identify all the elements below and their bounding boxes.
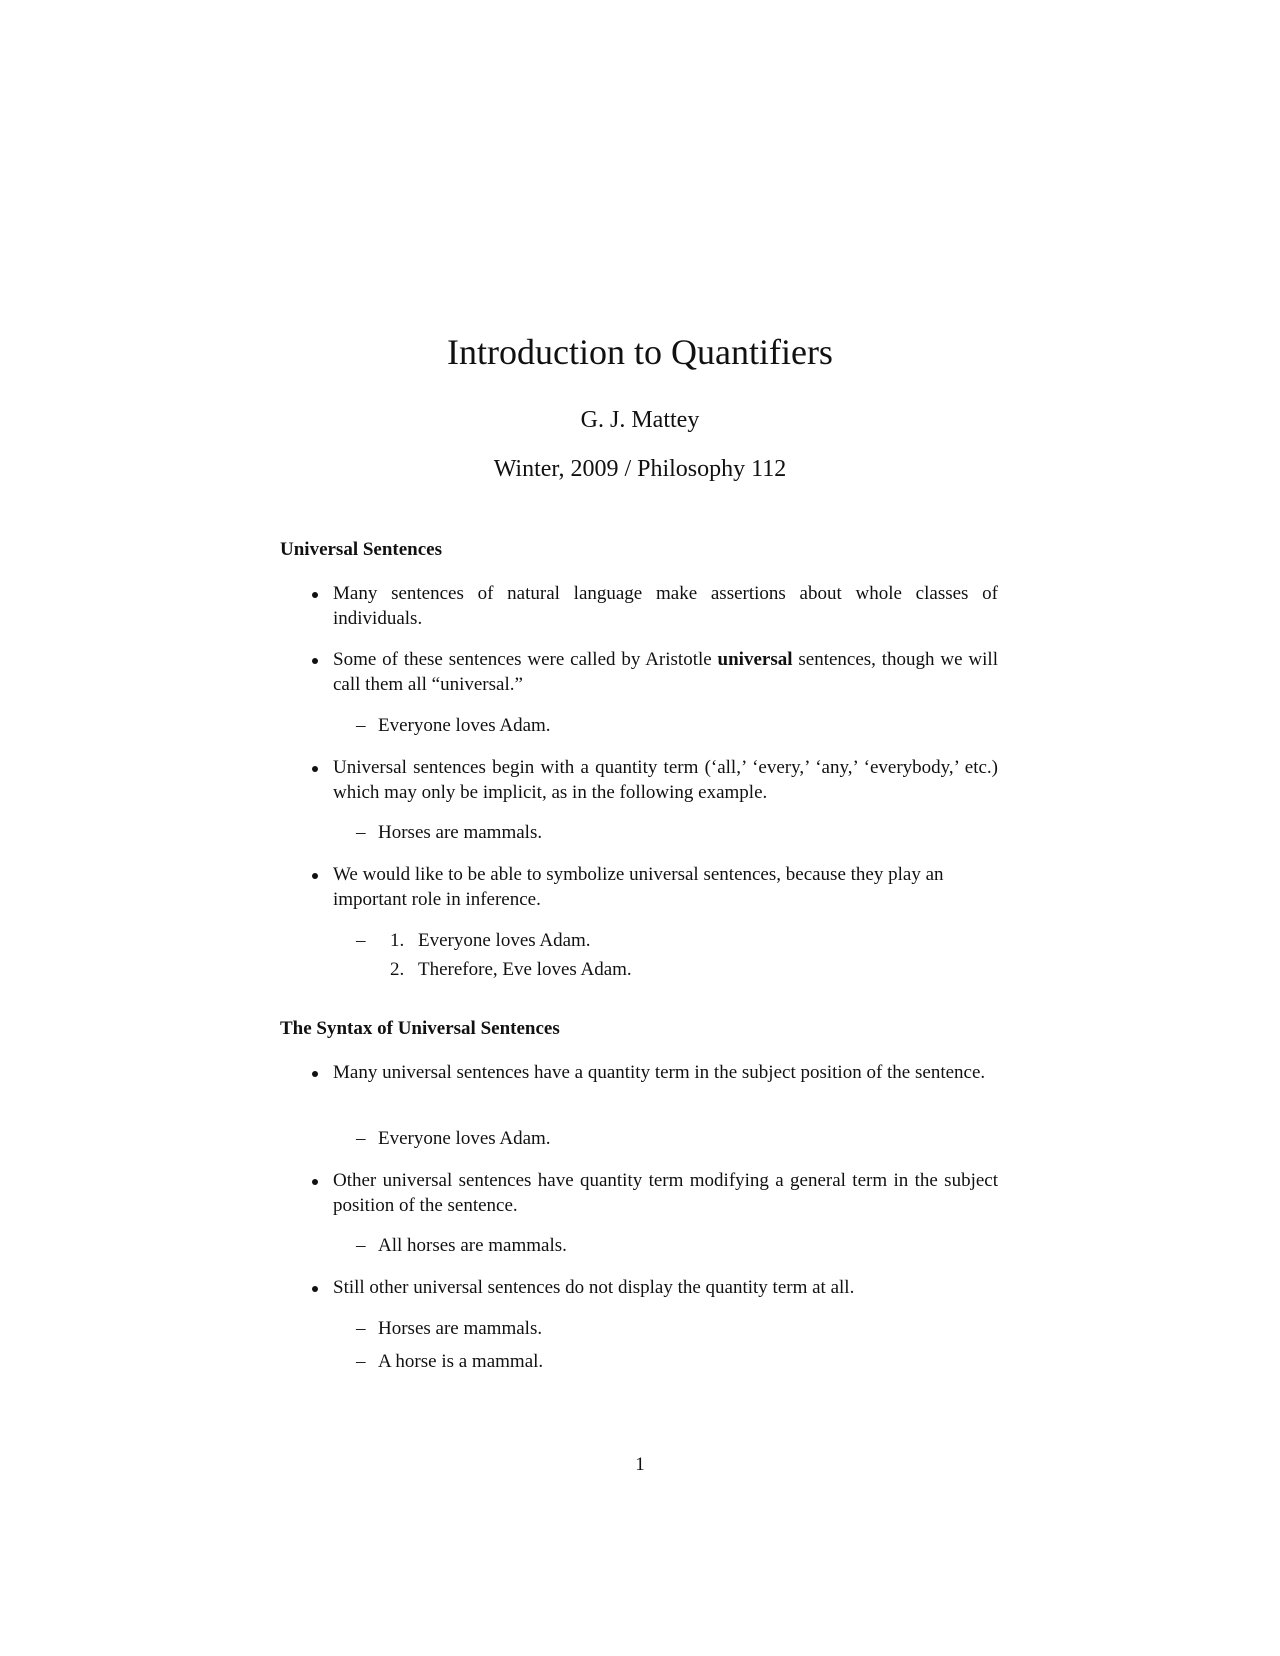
list-item-text: We would like to be able to symbolize universal sentences, because they play an important role in inference. (333, 864, 944, 910)
list-item (333, 1168, 998, 1218)
document-author: G. J. Mattey (580, 407, 700, 433)
dash-icon: – (356, 1318, 366, 1339)
list-item (333, 1060, 998, 1085)
document-date-course: Winter, 2009 / Philosophy 112 (493, 456, 787, 482)
list-item-text: Some of these sentences were called by Aristotle (333, 649, 718, 670)
bullet-icon (312, 658, 318, 664)
dash-icon: – (356, 930, 366, 951)
dash-icon: – (356, 1351, 366, 1372)
sub-list-item-text: Everyone loves Adam. (378, 1128, 551, 1149)
sub-list-item (356, 1126, 998, 1151)
bullet-icon (312, 873, 318, 879)
enumerated-item (390, 957, 1108, 982)
sub-list-item-text: Everyone loves Adam. (378, 715, 551, 736)
list-item (333, 581, 998, 631)
sub-list-item (356, 820, 998, 845)
document-title: Introduction to Quantifiers (447, 332, 833, 372)
bullet-icon (312, 1286, 318, 1292)
list-item-text: Many sentences of natural language make assertions about whole classes of individuals. (333, 583, 998, 629)
list-item-text: Many universal sentences have a quantity term in the subject position of the sentence. (333, 1062, 986, 1083)
bullet-icon (312, 766, 318, 772)
bold-term: universal (717, 649, 793, 670)
sub-list-item (356, 1233, 998, 1258)
page-number: 1 (635, 1454, 645, 1475)
list-item (333, 647, 998, 697)
sub-list-item-text: Horses are mammals. (378, 822, 543, 843)
section-heading-universal-sentences: Universal Sentences (280, 539, 443, 560)
list-item-text: Universal sentences begin with a quantity term (‘all,’ ‘every,’ ‘any,’ ‘everybody,’ etc.) which may only be implicit, as in the following example. (333, 757, 998, 803)
list-item-text: sentences, though we will call them all “universal.” (333, 649, 998, 695)
dash-icon: – (356, 822, 366, 843)
dash-icon: – (356, 715, 366, 736)
bullet-icon (312, 1179, 318, 1185)
bullet-icon (312, 592, 318, 598)
enum-text: Everyone loves Adam. (418, 930, 591, 951)
bullet-icon (312, 1071, 318, 1077)
list-item-text: Still other universal sentences do not display the quantity term at all. (333, 1277, 855, 1298)
sub-list-item-text: A horse is a mammal. (378, 1351, 544, 1372)
sub-list-item (356, 1349, 998, 1374)
list-item (333, 1275, 998, 1300)
dash-icon: – (356, 1235, 366, 1256)
enum-number: 1. (390, 930, 405, 951)
sub-list-item-text: All horses are mammals. (378, 1235, 567, 1256)
section-heading-syntax: The Syntax of Universal Sentences (280, 1018, 560, 1039)
sub-list-item (356, 1316, 998, 1341)
sub-list-item-text: Horses are mammals. (378, 1318, 543, 1339)
list-item-text: Other universal sentences have quantity term modifying a general term in the subject position of the sentence. (333, 1170, 998, 1216)
enumerated-item (390, 928, 1108, 953)
dash-icon: – (356, 1128, 366, 1149)
list-item (333, 862, 998, 912)
enum-number: 2. (390, 959, 405, 980)
list-item (333, 755, 998, 805)
sub-list-item (356, 713, 998, 738)
enum-text: Therefore, Eve loves Adam. (418, 959, 632, 980)
